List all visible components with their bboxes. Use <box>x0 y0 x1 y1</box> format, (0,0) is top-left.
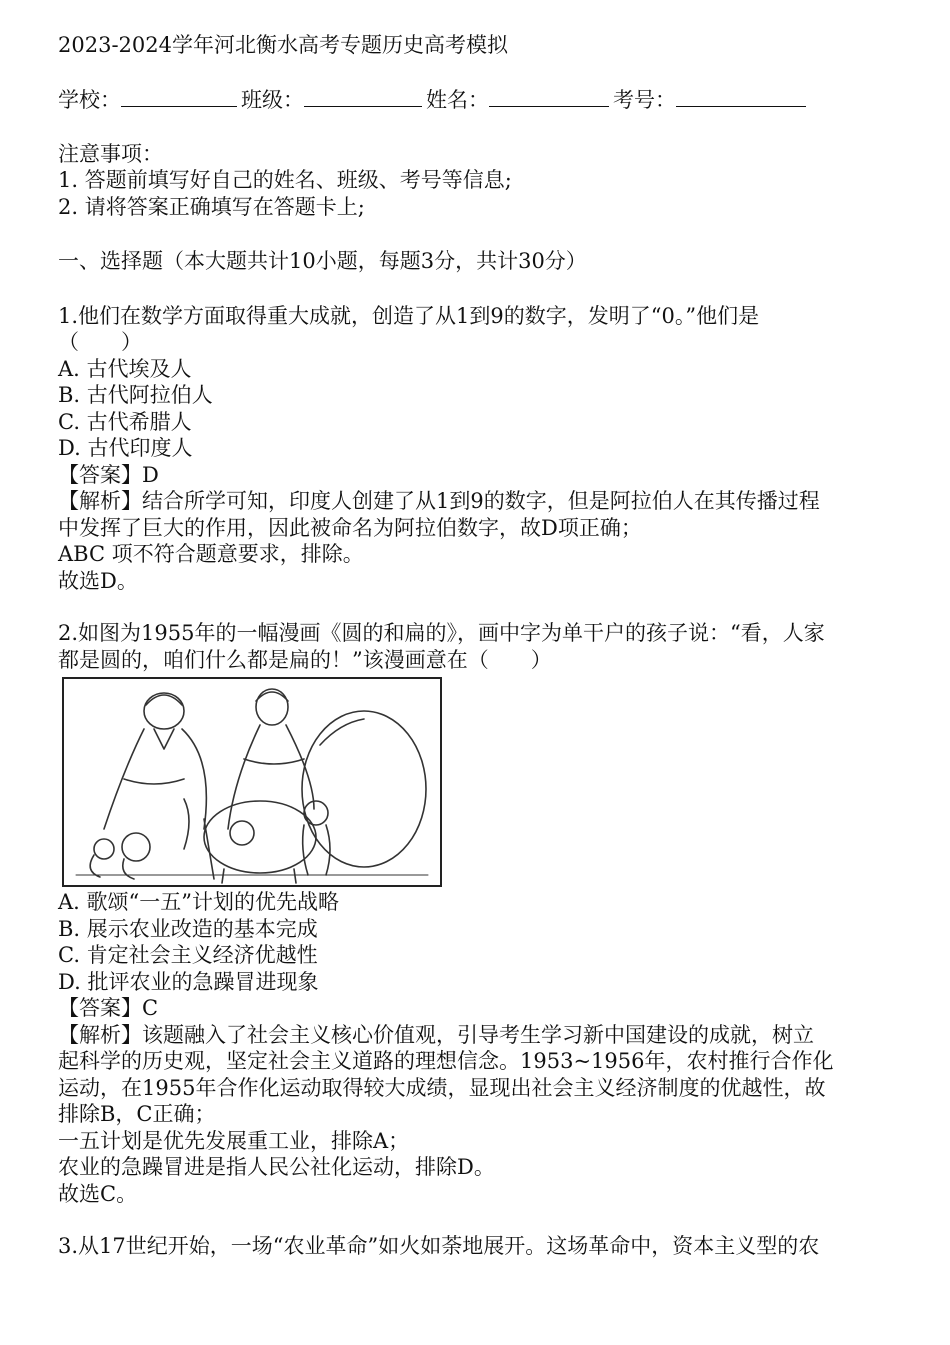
answer: 【答案】D <box>58 462 159 487</box>
analysis-line: 农业的急躁冒进是指人民公社化运动，排除D。 <box>58 1155 495 1179</box>
analysis-line: 排除B，C正确； <box>58 1102 216 1126</box>
option-a: A. 歌颂“一五”计划的优先战略 <box>58 890 339 914</box>
exam-no-label: 考号： <box>613 87 676 112</box>
option-d: D. 批评农业的急躁冒进现象 <box>58 969 319 994</box>
page-title: 2023-2024学年河北衡水高考专题历史高考模拟 <box>58 33 508 57</box>
answer: 【答案】C <box>58 996 159 1020</box>
analysis-line: 运动，在1955年合作化运动取得较大成绩，显现出社会主义经济制度的优越性，故 <box>58 1075 826 1100</box>
analysis-line: 故选D。 <box>58 568 138 593</box>
notes-heading: 注意事项： <box>58 141 163 166</box>
question-stem: 3.从17世纪开始，一场“农业革命”如火如荼地展开。这场革命中，资本主义型的农 <box>58 1234 820 1258</box>
exam-no-blank[interactable] <box>676 88 806 107</box>
exam-page <box>58 32 898 1260</box>
analysis-line: 起科学的历史观，坚定社会主义道路的理想信念。1953~1956年，农村推行合作化 <box>58 1049 834 1073</box>
school-blank[interactable] <box>121 88 237 107</box>
analysis-line: 故选C。 <box>58 1181 138 1206</box>
option-c: C. 肯定社会主义经济优越性 <box>58 943 318 967</box>
option-b: B. 古代阿拉伯人 <box>58 383 213 407</box>
option-d: D. 古代印度人 <box>58 436 193 460</box>
class-blank[interactable] <box>304 88 422 107</box>
question-3 <box>58 1233 898 1260</box>
option-a: A. 古代埃及人 <box>58 356 192 381</box>
cartoon-image <box>62 677 442 887</box>
question-stem: （ ） <box>58 330 142 354</box>
analysis-line: 中发挥了巨大的作用，因此被命名为阿拉伯数字，故D项正确； <box>58 515 642 540</box>
question-stem: 2.如图为1955年的一幅漫画《圆的和扁的》，画中字为单干户的孩子说：“看，人家 <box>58 621 825 645</box>
option-b: B. 展示农业改造的基本完成 <box>58 916 318 941</box>
option-c: C. 古代希腊人 <box>58 409 192 434</box>
question-2 <box>58 620 898 1207</box>
section-heading: 一、选择题（本大题共计10小题，每题3分，共计30分） <box>58 249 587 273</box>
school-label: 学校： <box>58 87 121 112</box>
name-label: 姓名： <box>426 87 489 112</box>
note-item: 2. 请将答案正确填写在答题卡上; <box>58 194 365 219</box>
name-blank[interactable] <box>489 88 609 107</box>
student-info-row <box>58 87 898 113</box>
note-item: 1. 答题前填写好自己的姓名、班级、考号等信息; <box>58 168 512 192</box>
question-stem: 1.他们在数学方面取得重大成就，创造了从1到9的数字，发明了“0。”他们是 <box>58 303 760 328</box>
analysis-line: 【解析】结合所学可知，印度人创建了从1到9的数字，但是阿拉伯人在其传播过程 <box>58 489 820 513</box>
analysis-line: 【解析】该题融入了社会主义核心价值观，引导考生学习新中国建设的成就，树立 <box>58 1022 814 1047</box>
analysis-line: ABC 项不符合题意要求，排除。 <box>58 542 364 566</box>
class-label: 班级： <box>241 87 304 112</box>
question-1 <box>58 303 898 595</box>
analysis-line: 一五计划是优先发展重工业，排除A； <box>58 1128 410 1153</box>
question-stem: 都是圆的，咱们什么都是扁的！”该漫画意在（ ） <box>58 647 552 672</box>
